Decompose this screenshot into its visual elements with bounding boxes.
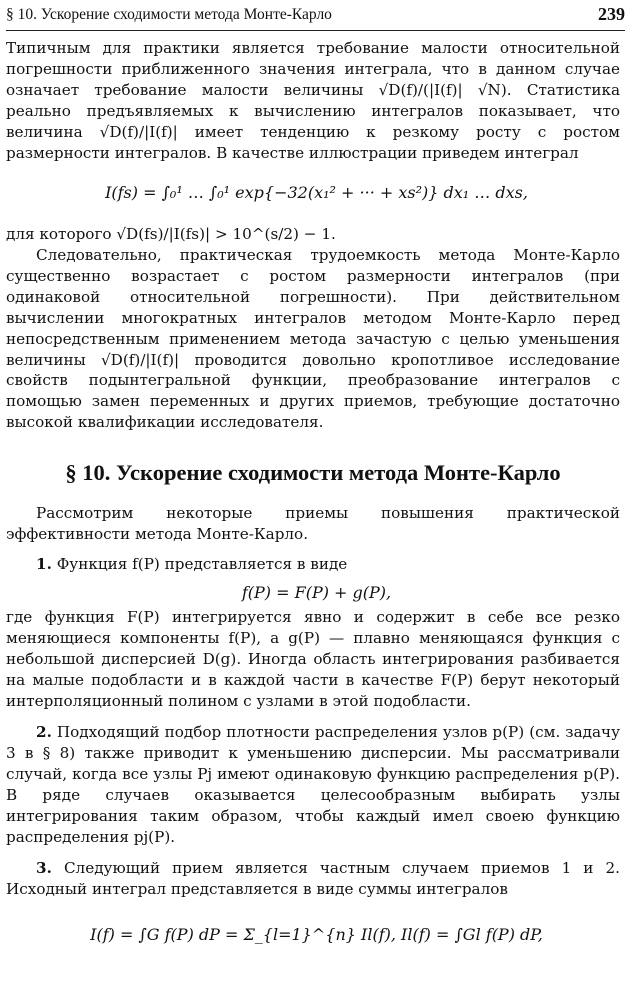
equation-f-decomposition: f(P) = F(P) + g(P), — [241, 583, 392, 602]
item-1-body: где функция F(P) интегрируется явно и содержит в себе все резко меняющиеся компоненты f(P), а g(P) — плавно меняющаяся функция с небольшой дисперсией D(g). Иногда область интегрирования разбивается на малые подобласти и в каждой части в качестве F(P) берут некоторый интерполяционный полином с узлами в этой подобласти. — [6, 608, 620, 710]
section-title: § 10. Ускорение сходимости метода Монте-Карло — [65, 460, 561, 485]
running-title: § 10. Ускорение сходимости метода Монте-Карло — [6, 6, 332, 23]
running-header — [6, 4, 625, 31]
item-1-lead — [6, 554, 620, 575]
item-1-label: 1. — [36, 555, 52, 573]
item-3-paragraph — [6, 858, 620, 900]
item-1-lead-text: Функция f(P) представляется в виде — [56, 555, 348, 573]
equation-integral-fs: I(fs) = ∫₀¹ … ∫₀¹ exp{−32(x₁² + ··· + xs²)} dx₁ … dxs, — [105, 183, 528, 202]
item-3-body: Следующий прием является частным случаем приемов 1 и 2. Исходный интеграл представляется в виде суммы интегралов — [6, 859, 620, 898]
paragraph-relative-error: Типичным для практики является требование малости относительной погрешности приближенного значения интеграла, что в данном случае означает требование малости величины √D(f)/(|I(f)| √N). Статистика реально предъявляемых к вычислению интегралов показывает, что величина √D(f)/|I(f)| имеет тенденцию к резкому росту с ростом размерности интегралов. В качестве иллюстрации приведем интеграл — [6, 39, 620, 162]
item-2-label: 2. — [36, 723, 52, 741]
item-3-label: 3. — [36, 859, 52, 877]
paragraph-consequently: Следовательно, практическая трудоемкость метода Монте-Карло существенно возрастает с ростом размерности интегралов (при одинаковой относительной погрешности). При действительном вычислении многократных интегралов методом Монте-Карло перед непосредственным применением метода зачастую с целью уменьшения величины √D(f)/|I(f)| проводится довольно кропотливое исследование свойств подынтегральной функции, преобразование интегралов с помощью замен переменных и других приемов, требующие достаточно высокой квалификации исследователя. — [6, 246, 620, 432]
paragraph-consider-methods: Рассмотрим некоторые приемы повышения практической эффективности метода Монте-Карло. — [6, 504, 620, 543]
item-2-body: Подходящий подбор плотности распределения узлов p(P) (см. задачу 3 в § 8) также приводит к уменьшению дисперсии. Мы рассматривали случай, когда все узлы Pj имеют одинаковую функцию распределения p(P). В ряде случаев оказывается целесообразным выбирать узлы интегрирования таким образом, чтобы каждый имел своею функцию распределения pj(P). — [6, 723, 621, 846]
equation-integral-sum: I(f) = ∫G f(P) dP = Σ_{l=1}^{n} Il(f), Il(f) = ∫Gl f(P) dP, — [90, 925, 543, 944]
page-number: 239 — [598, 4, 625, 24]
item-2-paragraph — [6, 722, 620, 847]
paragraph-for-which: для которого √D(fs)/|I(fs)| > 10^(s/2) − 1. — [6, 225, 336, 243]
